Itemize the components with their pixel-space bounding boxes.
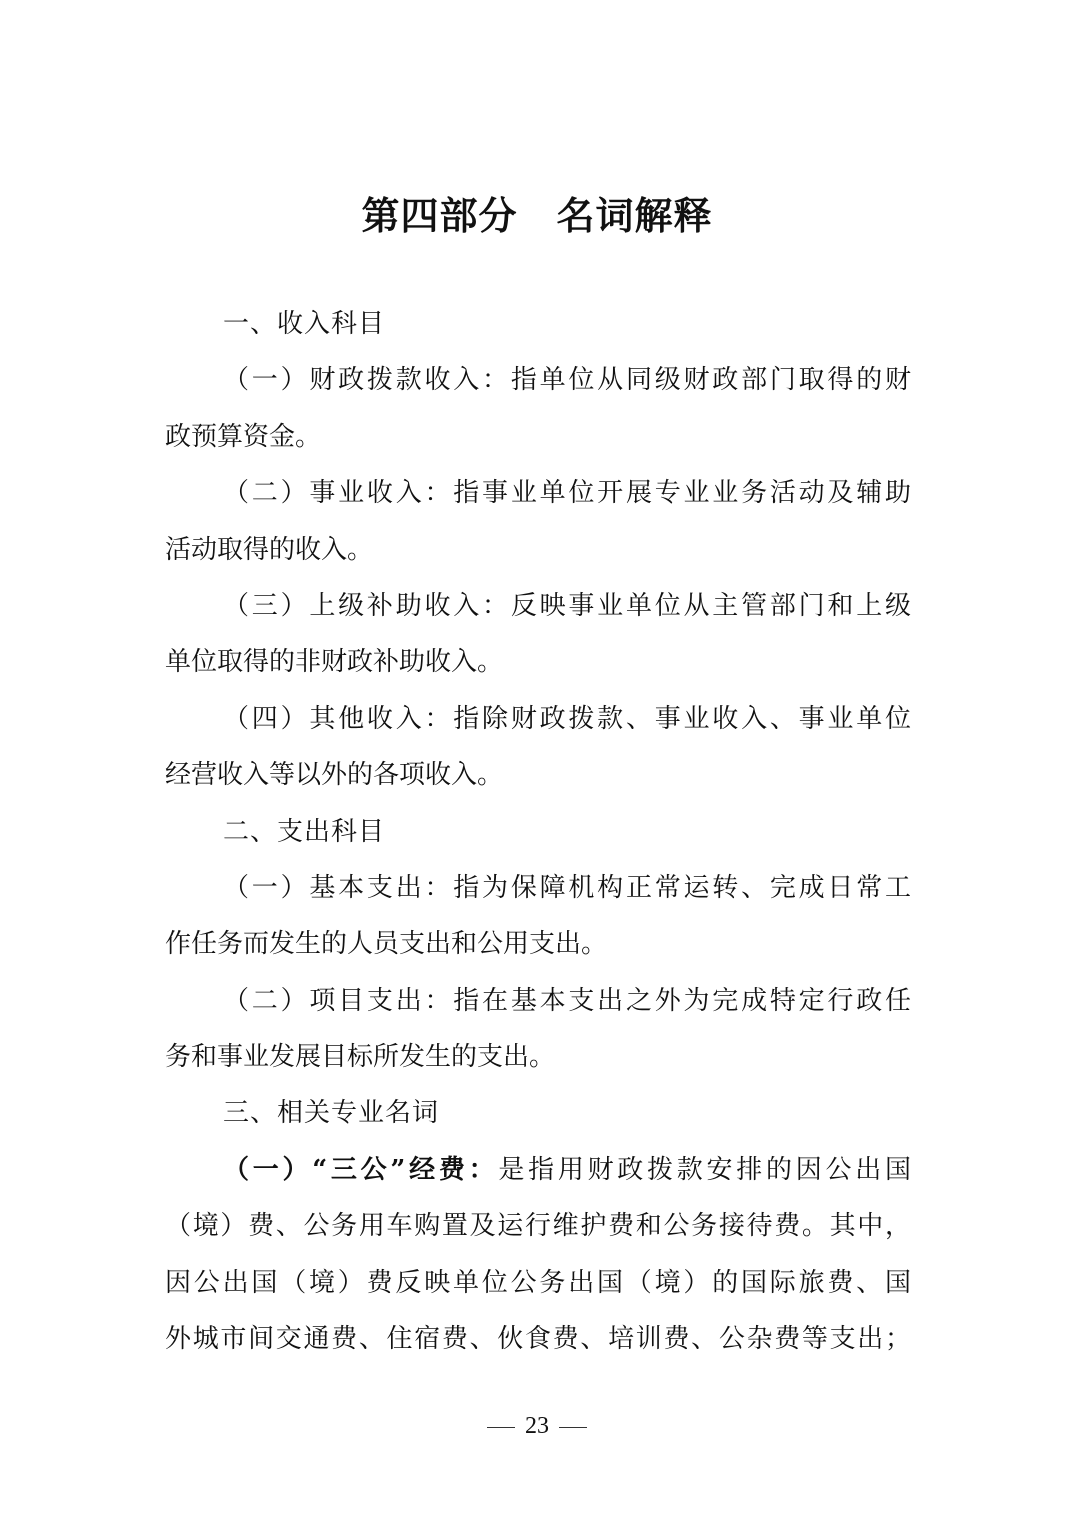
line-text: （二）项目支出：指在基本支出之外为完成特定行政任 [223,985,911,1016]
section-heading [165,804,911,860]
paragraph-line [165,973,911,1029]
paragraph-line [165,522,911,578]
paragraph-line [165,409,911,465]
document-body [165,296,911,1367]
paragraph-line [165,465,911,521]
page-number: 23 [525,1413,549,1439]
line-text: （境）费、公务用车购置及运行维护费和公务接待费。其中， [165,1211,911,1242]
line-text: 作任务而发生的人员支出和公用支出。 [165,929,608,960]
line-text: 一、收入科目 [223,309,386,339]
term-label: （一）“三公”经费： [223,1154,499,1185]
section-heading [165,1085,911,1141]
paragraph-line [165,860,911,916]
footer-dash-right [559,1427,587,1428]
line-text: 活动取得的收入。 [165,534,374,565]
footer-dash-left [487,1427,515,1428]
line-text: （二）事业收入：指事业单位开展专业业务活动及辅助 [223,478,911,509]
paragraph-line [165,691,911,747]
section-heading [165,296,911,352]
paragraph-line [165,1311,911,1367]
line-text: （一）基本支出：指为保障机构正常运转、完成日常工 [223,872,911,903]
line-text: （三）上级补助收入：反映事业单位从主管部门和上级 [223,590,911,621]
paragraph-line [165,1029,911,1085]
paragraph-line [165,634,911,690]
line-text: 经营收入等以外的各项收入。 [165,760,504,791]
line-text: 二、支出科目 [223,816,386,847]
line-text: 务和事业发展目标所发生的支出。 [165,1042,556,1073]
line-text: （一）财政拨款收入：指单位从同级财政部门取得的财 [223,365,911,396]
paragraph-line [165,1142,911,1198]
paragraph-line [165,1198,911,1254]
paragraph-line [165,916,911,972]
line-text: 三、相关专业名词 [223,1098,440,1129]
line-text: 是指用财政拨款安排的因公出国 [498,1154,911,1185]
line-text: （四）其他收入：指除财政拨款、事业收入、事业单位 [223,703,911,734]
line-text: 单位取得的非财政补助收入。 [165,647,504,678]
paragraph-line [165,747,911,803]
line-text: 外城市间交通费、住宿费、伙食费、培训费、公杂费等支出； [165,1324,911,1355]
paragraph-line [165,352,911,408]
page-footer [0,1408,1074,1444]
line-text: 因公出国（境）费反映单位公务出国（境）的国际旅费、国 [165,1267,911,1298]
paragraph-line [165,1255,911,1311]
page-title: 第四部分 名词解释 [361,194,713,238]
line-text: 政预算资金。 [165,421,322,452]
paragraph-line [165,578,911,634]
